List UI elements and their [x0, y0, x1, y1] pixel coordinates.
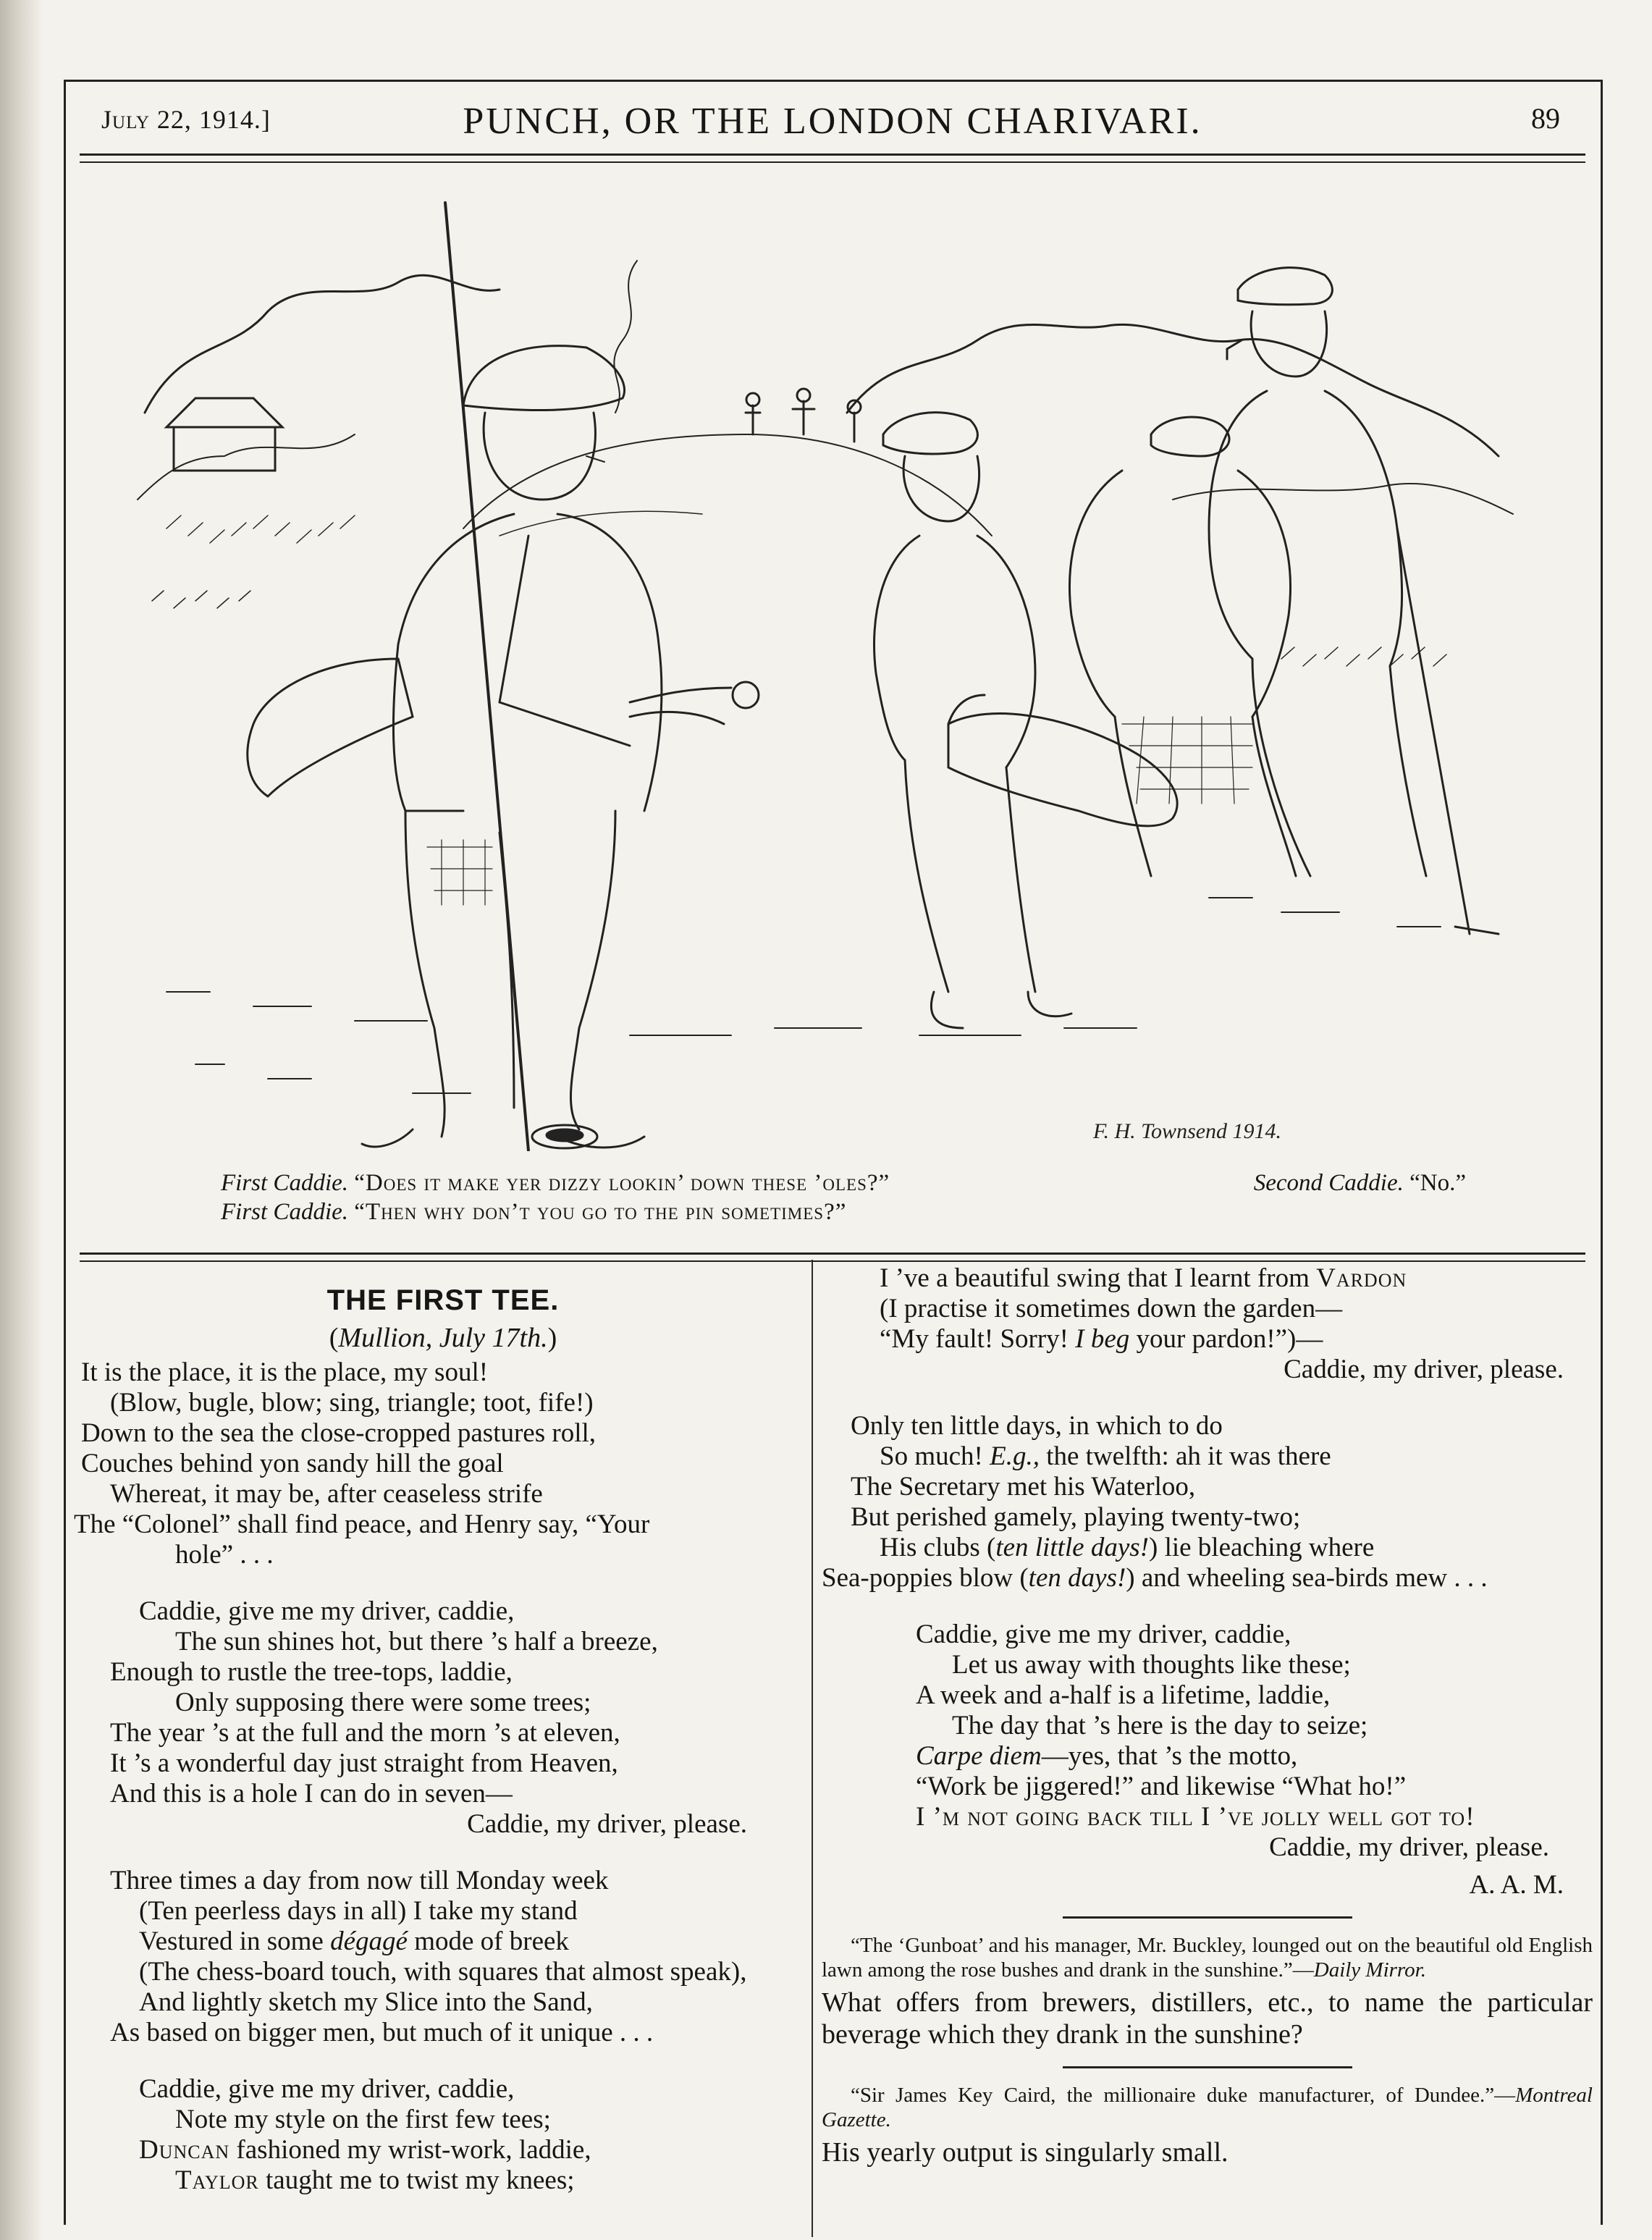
poem-line: [81, 2165, 805, 2196]
poem-italic: ten little days!: [995, 1533, 1149, 1562]
stanza-4: [81, 2074, 805, 2196]
news-comment-1: What offers from brewers, distillers, etc., to name the particular beverage which they drank in the sunshine?: [822, 1987, 1593, 2050]
cartoon-illustration: [123, 195, 1527, 1151]
page-edge-shadow: [0, 0, 43, 2240]
poem-italic: ten days!: [1028, 1563, 1126, 1593]
cartoon-caption: [221, 1169, 1466, 1226]
poem-line: It is the place, it is the place, my soul!: [81, 1357, 489, 1387]
poem-line: The sun shines hot, but there ’s half a breeze,: [175, 1627, 658, 1656]
news-item-2: [822, 2083, 1593, 2168]
caption-rule: [80, 1252, 1585, 1262]
poem-line: Three times a day from now till Monday week: [110, 1866, 609, 1895]
poem-line: I ’m not going back till I ’ve jolly well got to!: [916, 1802, 1475, 1832]
caption-speaker-1: First Caddie.: [221, 1170, 349, 1196]
poem-subtitle: (Mullion, July 17th.): [329, 1323, 557, 1353]
poem-text: So much!: [880, 1441, 983, 1471]
poem-line: The year ’s at the full and the morn ’s at eleven,: [110, 1718, 620, 1748]
poem-signature: A. A. M.: [1469, 1870, 1564, 1900]
poem-line: A week and a-half is a lifetime, laddie,: [916, 1680, 1331, 1710]
caption-line-2: [221, 1198, 1466, 1227]
stanza-5: [822, 1263, 1593, 1385]
poem-italic: Carpe diem: [916, 1741, 1042, 1771]
poem-line: Enough to rustle the tree-tops, laddie,: [110, 1657, 513, 1687]
header-title: PUNCH, OR THE LONDON CHARIVARI.: [463, 101, 1202, 142]
poem-line: [822, 1533, 1593, 1563]
poem-line: Note my style on the first few tees;: [175, 2105, 551, 2134]
poem-text: taught me to twist my knees;: [266, 2165, 575, 2195]
caption-text-1: “Does it make yer dizzy lookin’ down these ’oles?”: [354, 1170, 890, 1196]
poem-text: ) lie bleaching where: [1149, 1533, 1375, 1562]
poem-line: Only ten little days, in which to do: [851, 1411, 1223, 1441]
section-rule: [1063, 2066, 1352, 2068]
poem-line: [822, 1263, 1593, 1294]
poem-text: His clubs (: [880, 1533, 996, 1562]
quote-text: “Sir James Key Caird, the millionaire duke manufacturer, of Dundee.”—: [851, 2084, 1516, 2107]
stanza-7: [822, 1620, 1593, 1863]
poem-line: [822, 1441, 1593, 1472]
poem-line: Caddie, give me my driver, caddie,: [139, 2074, 515, 2104]
poem-line: But perished gamely, playing twenty-two;: [851, 1502, 1301, 1532]
poem-refrain: Caddie, my driver, please.: [467, 1809, 747, 1839]
poem-text: Vestured in some: [139, 1927, 324, 1956]
section-rule: [1063, 1916, 1352, 1919]
poem-line: It ’s a wonderful day just straight from Heaven,: [110, 1748, 618, 1778]
poem-line: [822, 1324, 1593, 1355]
poem-line: [81, 1927, 805, 1957]
poem-smallcaps: Duncan: [139, 2135, 230, 2165]
poem-line: (Ten peerless days in all) I take my stand: [139, 1896, 578, 1926]
poem-text: I ’ve a beautiful swing that I learnt from: [880, 1263, 1310, 1293]
poem-text: mode of breek: [414, 1927, 569, 1956]
poem-italic: I beg: [1075, 1324, 1130, 1354]
news-quote-1: [822, 1933, 1593, 1982]
stanza-2: [81, 1596, 805, 1840]
poem-line: Let us away with thoughts like these;: [952, 1650, 1351, 1680]
poem-line: And lightly sketch my Slice into the Sand,: [139, 1987, 593, 2017]
poem-line: [822, 1741, 1593, 1772]
poem-line: hole” . . .: [175, 1540, 274, 1570]
running-header: [80, 100, 1585, 151]
poem-refrain: Caddie, my driver, please.: [1284, 1355, 1564, 1384]
caption-speaker-2: First Caddie.: [221, 1198, 349, 1225]
caption-text-right: “No.”: [1409, 1170, 1466, 1196]
poem-text: the twelfth: ah it was there: [1046, 1441, 1331, 1471]
poem-line: Caddie, give me my driver, caddie,: [139, 1596, 515, 1626]
poem-line: (Blow, bugle, blow; sing, triangle; toot, fife!): [110, 1388, 594, 1418]
poem-title: THE FIRST TEE.: [326, 1284, 560, 1316]
left-column: [74, 1263, 805, 2222]
poem-smallcaps: Vardon: [1316, 1263, 1407, 1293]
poem-italic: dégagé: [330, 1927, 408, 1956]
cartoon-signature: F. H. Townsend 1914.: [1093, 1119, 1282, 1143]
poem-line: Whereat, it may be, after ceaseless strife: [110, 1479, 543, 1509]
caption-right: [1254, 1169, 1466, 1198]
quote-source: Montreal Gazette.: [822, 2084, 1593, 2131]
column-divider: [812, 1260, 813, 2237]
poem-line: “Work be jiggered!” and likewise “What ho!”: [916, 1772, 1407, 1801]
poem-line: And this is a hole I can do in seven—: [110, 1779, 513, 1809]
right-column: [822, 1263, 1593, 2168]
poem-line: The “Colonel” shall find peace, and Henry say, “Your: [74, 1510, 650, 1539]
poem-refrain: Caddie, my driver, please.: [1269, 1832, 1549, 1862]
header-rule: [80, 153, 1585, 163]
poem-subtitle-place: Mullion, July 17th.: [338, 1323, 548, 1353]
poem-line: As based on bigger men, but much of it unique . . .: [110, 2018, 654, 2047]
poem-line: Only supposing there were some trees;: [175, 1688, 591, 1717]
poem-line: Caddie, give me my driver, caddie,: [916, 1620, 1291, 1649]
poem-line: [81, 2135, 805, 2165]
poem-line: (The chess-board touch, with squares that almost speak),: [139, 1957, 747, 1987]
caption-text-2: “Then why don’t you go to the pin sometimes?”: [354, 1198, 847, 1225]
poem-text: your pardon!”)—: [1136, 1324, 1323, 1354]
quote-source: Daily Mirror.: [1313, 1958, 1426, 1982]
poem-line: [822, 1563, 1593, 1593]
poem-line: Down to the sea the close-cropped pastures roll,: [81, 1418, 597, 1448]
stanza-1: [74, 1357, 805, 1570]
poem-italic: E.g.,: [990, 1441, 1040, 1471]
poem-text: ) and wheeling sea-birds mew . . .: [1126, 1563, 1488, 1593]
poem-text: “My fault! Sorry!: [880, 1324, 1069, 1354]
quote-text: “The ‘Gunboat’ and his manager, Mr. Buckley, lounged out on the beautiful old English lawn among the rose bushes and drank in the sunshine.”—: [822, 1934, 1593, 1982]
poem-text: Sea-poppies blow (: [822, 1563, 1029, 1593]
caption-speaker-right: Second Caddie.: [1253, 1170, 1404, 1196]
poem-line: The Secretary met his Waterloo,: [851, 1472, 1196, 1502]
news-item-1: [822, 1933, 1593, 2050]
poem-smallcaps: Taylor: [175, 2165, 259, 2195]
poem-text: fashioned my wrist-work, laddie,: [236, 2135, 591, 2165]
poem-line: The day that ’s here is the day to seize;: [952, 1711, 1368, 1740]
news-comment-2: His yearly output is singularly small.: [822, 2137, 1229, 2168]
stanza-3: [81, 1866, 805, 2048]
poem-text: —yes, that ’s the motto,: [1041, 1741, 1298, 1771]
poem-line: (I practise it sometimes down the garden—: [880, 1294, 1343, 1323]
header-date: July 22, 1914.]: [101, 105, 271, 134]
poem-line: Couches behind yon sandy hill the goal: [81, 1449, 504, 1478]
stanza-6: [822, 1411, 1593, 1593]
page-number: 89: [1531, 102, 1560, 135]
news-quote-2: [822, 2083, 1593, 2132]
